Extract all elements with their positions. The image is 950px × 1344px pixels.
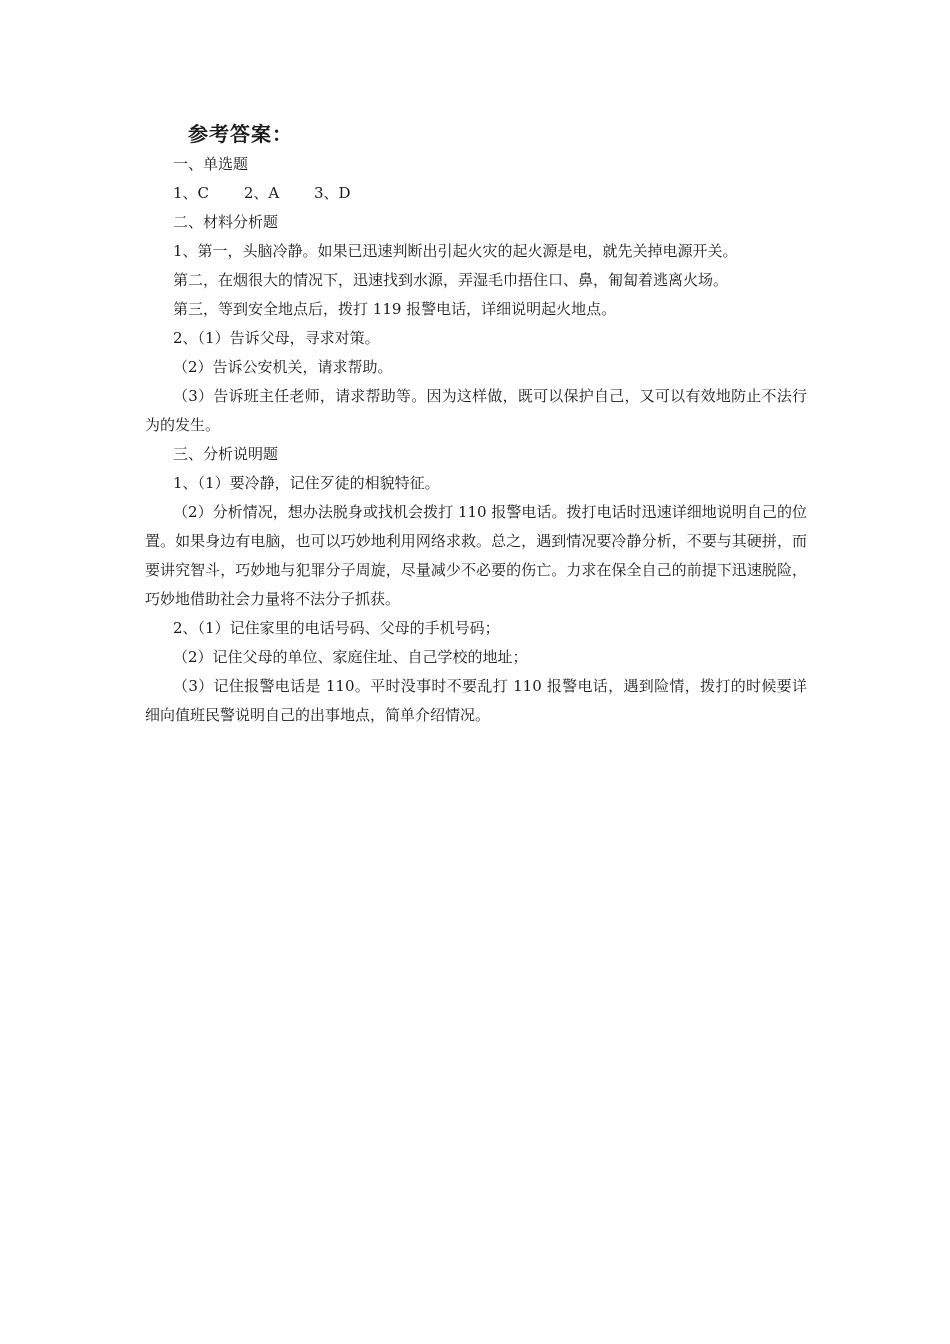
section2-q2-line2: （2）告诉公安机关，请求帮助。 [173, 358, 393, 376]
answer-2: 2、A [243, 184, 280, 202]
section2-heading: 二、材料分析题 [173, 213, 279, 231]
section1-answers [145, 179, 807, 208]
section3-q1-para2: （2）分析情况，想办法脱身或找机会拨打 110 报警电话。拨打电话时迅速详细地说明自己的位置。如果身边有电脑，也可以巧妙地利用网络求救。总之，遇到情况要冷静分析，不要与其硬拼，而要讲究智斗，巧妙地与犯罪分子周旋，尽量减少不必要的伤亡。力求在保全自己的前提下迅速脱险，巧妙地借助社会力量将不法分子抓获。 [145, 503, 807, 608]
section2-q2-para3: （3）告诉班主任老师，请求帮助等。因为这样做，既可以保护自己，又可以有效地防止不法行为的发生。 [145, 387, 807, 434]
section2-q1-line1: 1、第一，头脑冷静。如果已迅速判断出引起火灾的起火源是电，就先关掉电源开关。 [173, 242, 738, 260]
section2-q2-line1: 2、（1）告诉父母，寻求对策。 [173, 329, 380, 347]
answer-1: 1、C [173, 184, 210, 202]
section3-q2-para3: （3）记住报警电话是 110。平时没事时不要乱打 110 报警电话，遇到险情，拨打的时候要详细向值班民警说明自己的出事地点，简单介绍情况。 [145, 677, 807, 724]
answer-3: 3、D [313, 184, 351, 202]
section2-q1-line3: 第三，等到安全地点后，拨打 119 报警电话，详细说明起火地点。 [173, 300, 617, 318]
document-body [145, 150, 807, 730]
section3-heading: 三、分析说明题 [173, 445, 279, 463]
section2-q1-line2: 第二，在烟很大的情况下，迅速找到水源，弄湿毛巾捂住口、鼻，匍匐着逃离火场。 [173, 271, 729, 289]
section3-q2-line2: （2）记住父母的单位、家庭住址、自己学校的地址； [173, 648, 528, 666]
section3-q2-line1: 2、（1）记住家里的电话号码、父母的手机号码； [173, 619, 500, 637]
page-title: 参考答案： [188, 122, 293, 146]
section1-heading: 一、单选题 [173, 155, 249, 173]
section3-q1-line1: 1、（1）要冷静，记住歹徒的相貌特征。 [173, 474, 440, 492]
